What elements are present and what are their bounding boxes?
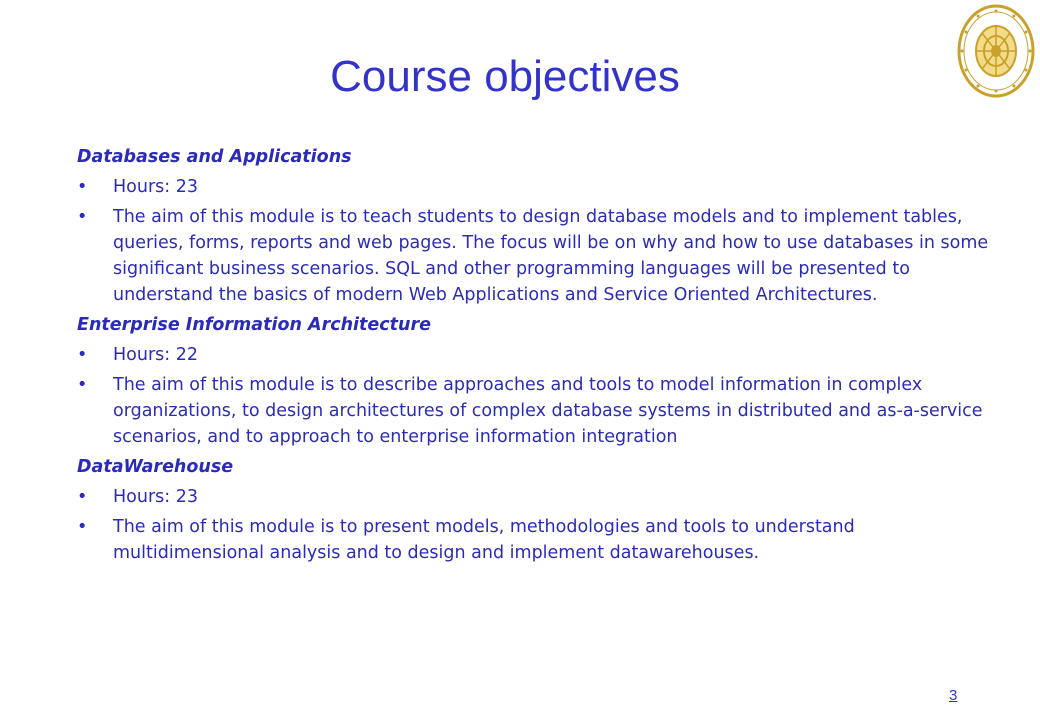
bullet-icon: • <box>77 375 88 395</box>
module-bullets <box>77 484 1007 566</box>
module-bullets <box>77 342 1007 450</box>
description-item <box>77 204 1007 308</box>
page-number[interactable]: 3 <box>949 687 958 704</box>
university-seal-logo <box>956 2 1036 100</box>
module-heading: DataWarehouse <box>77 457 234 477</box>
bullet-icon: • <box>77 177 88 197</box>
hours-text: Hours: 23 <box>113 177 198 197</box>
hours-item <box>77 342 1007 368</box>
description-text: The aim of this module is to teach students to design database models and to implement tables, queries, forms, reports and web pages. The focus will be on why and how to use databases in some significant business scenarios. SQL and other programming languages will be presented to understand the basics of modern Web Applications and Service Oriented Architectures. <box>113 207 989 305</box>
slide-title: Course objectives <box>330 52 680 101</box>
module-heading: Databases and Applications <box>77 147 352 167</box>
module-section <box>77 144 1007 308</box>
hours-item <box>77 174 1007 200</box>
description-text: The aim of this module is to describe approaches and tools to model information in complex organizations, to design architectures of complex database systems in distributed and as-a-service scenarios, and to approach to enterprise information integration <box>113 375 983 447</box>
bullet-icon: • <box>77 207 88 227</box>
module-section <box>77 312 1007 450</box>
description-item <box>77 514 1007 566</box>
module-bullets <box>77 174 1007 308</box>
course-objectives-content <box>77 144 1007 570</box>
bullet-icon: • <box>77 487 88 507</box>
hours-text: Hours: 22 <box>113 345 198 365</box>
bullet-icon: • <box>77 517 88 537</box>
module-heading: Enterprise Information Architecture <box>77 315 431 335</box>
description-text: The aim of this module is to present models, methodologies and tools to understand multidimensional analysis and to design and implement datawarehouses. <box>113 517 855 563</box>
hours-item <box>77 484 1007 510</box>
module-section <box>77 454 1007 566</box>
bullet-icon: • <box>77 345 88 365</box>
hours-text: Hours: 23 <box>113 487 198 507</box>
description-item <box>77 372 1007 450</box>
